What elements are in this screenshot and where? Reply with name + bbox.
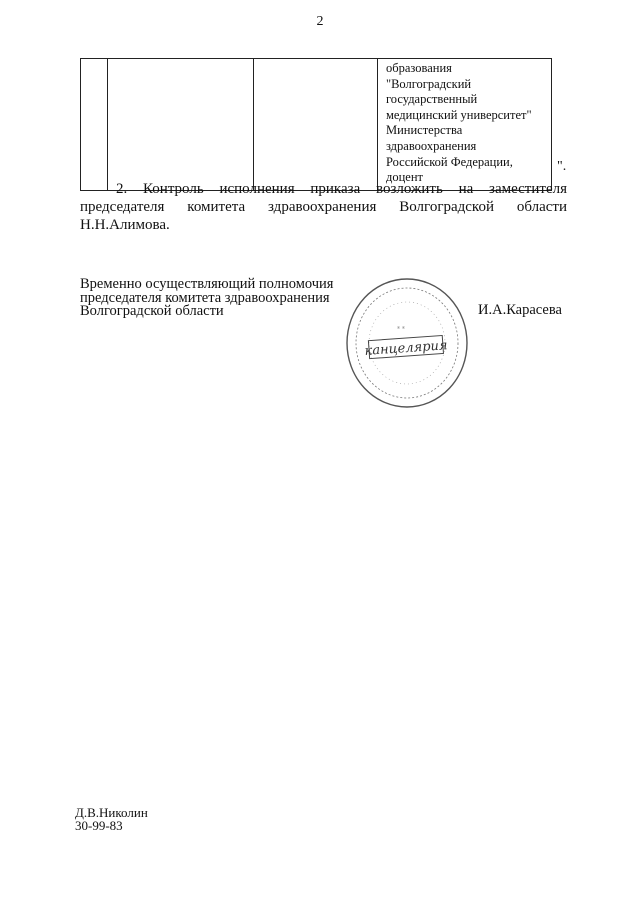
office-stamp [345,276,469,410]
signatory-name: И.А.Карасева [478,302,562,318]
executor-name: Д.В.Николин [75,805,148,820]
continuation-table [80,58,552,191]
cell-line: доцент [385,170,423,185]
signatory-title-line: Волгоградской области [80,303,224,319]
cell-line: Министерства [385,123,463,138]
paragraph-2 [80,180,567,234]
closing-quote: ". [557,159,567,174]
cell-line: Российской Федерации, [385,154,513,169]
page-number: 2 [316,14,324,29]
cell-line: государственный [385,92,478,107]
table-cell-name [107,59,253,191]
stamp-text: канцелярия [364,338,448,359]
svg-text:* *: * * [397,326,405,333]
cell-line: медицинский университет" [385,107,532,122]
signatory-title-line: Временно осуществляющий полномочия [80,276,334,292]
paragraph-text: Контроль исполнения приказа возложить на заместителя председателя комитета здравоохранения Волгоградской области Н.Н.Алимова. [80,181,567,233]
paragraph-number: 2. [116,181,128,197]
table-cell-workplace [377,59,551,191]
table-cell-position [253,59,377,191]
signatory-title [80,278,333,319]
executor-block [75,806,148,832]
stamp-seal-icon [345,276,469,410]
table-row [81,59,552,191]
table-cell-number [81,59,108,191]
cell-line: здравоохранения [385,138,477,153]
signatory-title-line: председателя комитета здравоохранения [80,289,330,306]
executor-phone: 30-99-83 [75,818,123,833]
cell-line: образования [385,61,452,75]
cell-line: "Волгоградский [385,76,472,91]
